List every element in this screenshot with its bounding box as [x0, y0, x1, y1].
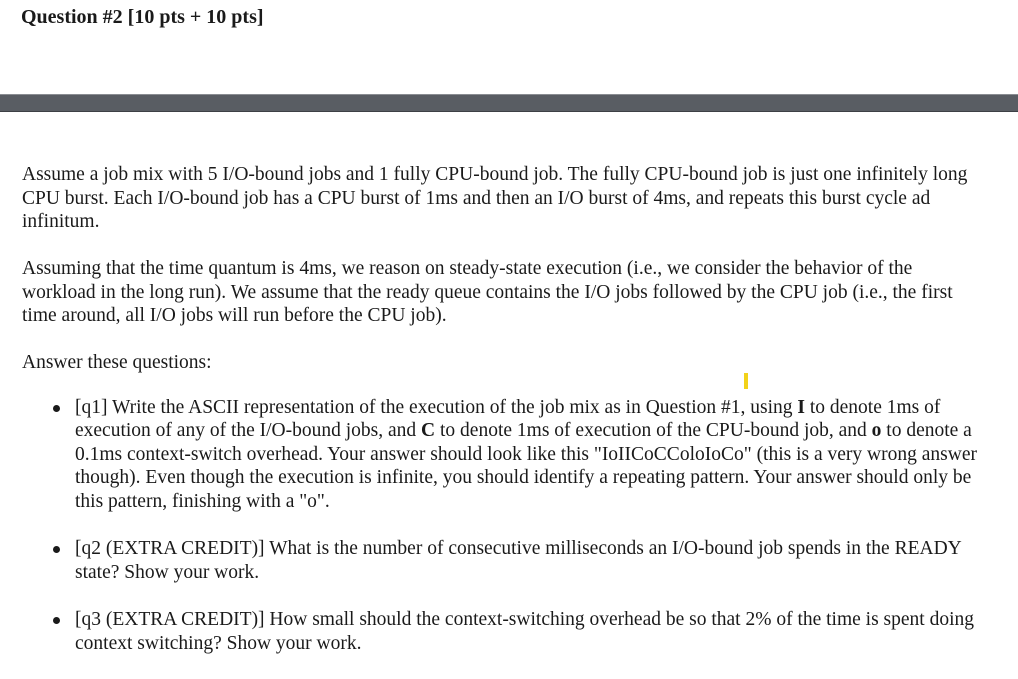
- q3-text: [q3 (EXTRA CREDIT)] How small should the context-switching overhead be so that 2% of the time is spent doing context switching? Show your work.: [75, 609, 975, 654]
- q1-text-part-4: to denote a 0.1ms context-switch overhead. Your answer should look like this "IoIICoCColoIoCo" (this is a very wrong answer though). Even though the execution is infinite, you should identify a repeating pattern. Your answer should only be this pattern, finishing with a "o".: [75, 420, 977, 512]
- section-divider: [0, 94, 1018, 112]
- question-body: [22, 163, 982, 679]
- question-title: Question #2 [10 pts + 10 pts]: [21, 6, 264, 28]
- intro-paragraph-1: Assume a job mix with 5 I/O-bound jobs and 1 fully CPU-bound job. The fully CPU-bound job is just one infinitely long CPU burst. Each I/O-bound job has a CPU burst of 1ms and then an I/O burst of 4ms, and repeats this burst cycle ad infinitum.: [22, 164, 968, 232]
- bullet-icon: [53, 546, 60, 553]
- list-item-q1: [22, 396, 982, 514]
- q2-text: [q2 (EXTRA CREDIT)] What is the number of consecutive milliseconds an I/O-bound job spends in the READY state? Show your work.: [75, 538, 962, 583]
- list-item-q2: [22, 537, 982, 584]
- intro-paragraph-2: Assuming that the time quantum is 4ms, we reason on steady-state execution (i.e., we consider the behavior of the workload in the long run). We assume that the ready queue contains the I/O jobs followed by the CPU job (i.e., the first time around, all I/O jobs will run before the CPU job).: [22, 258, 953, 326]
- q1-symbol-i: I: [797, 396, 805, 418]
- q1-text-part-2: to denote 1ms of execution of any of the I/O-bound jobs, and: [75, 396, 941, 441]
- q1-text-part-1: [q1] Write the ASCII representation of the execution of the job mix as in Question #1, using: [75, 396, 798, 418]
- q1-symbol-o: o: [871, 420, 882, 441]
- answer-prompt: Answer these questions:: [22, 352, 212, 373]
- q1-text-part-3: to denote 1ms of execution of the CPU-bound job, and: [435, 420, 872, 441]
- bullet-icon: [53, 405, 60, 412]
- q1-symbol-c: C: [421, 420, 436, 441]
- bullet-icon: [53, 617, 60, 624]
- list-item-q3: [22, 608, 982, 655]
- text-cursor-icon: [744, 373, 748, 389]
- question-list: [22, 396, 982, 656]
